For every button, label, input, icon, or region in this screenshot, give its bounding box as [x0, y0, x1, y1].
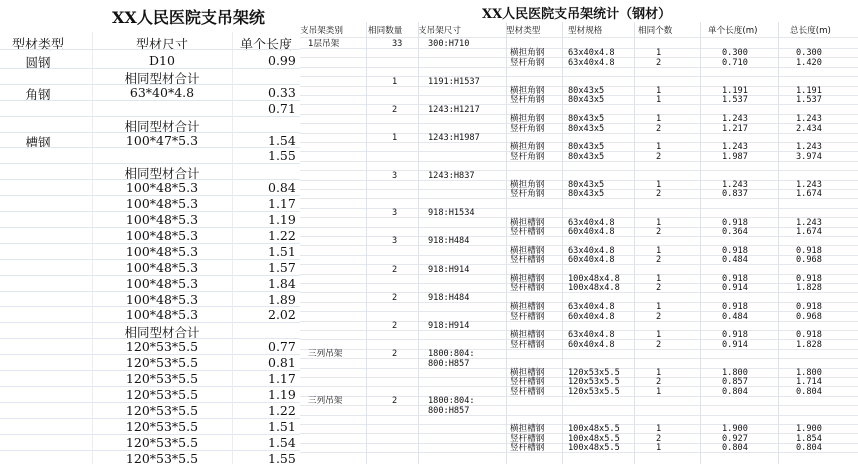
right-cell-spec: 100x48x4.8	[568, 283, 620, 294]
right-header-cell: 型材规格	[568, 26, 603, 36]
left-size-cell: 63*40*4.8	[129, 84, 195, 100]
right-cell-cat: 三列吊架	[308, 396, 343, 407]
right-cell-len: 1.243	[722, 180, 748, 190]
right-cell-mat: 横担角钢	[510, 114, 545, 125]
left-header-cell: 型材尺寸	[135, 38, 189, 53]
left-size-cell: 120*53*5.5	[125, 418, 199, 434]
right-cell-cat: 1层吊架	[308, 39, 340, 49]
right-cell-spec: 63x40x4.8	[568, 245, 615, 256]
left-length-cell: 0.71	[268, 100, 296, 116]
right-cell-len: 0.918	[722, 302, 748, 313]
right-cell-total: 1.537	[796, 95, 822, 106]
left-length-cell: 1.51	[268, 418, 296, 434]
right-cell-dim: 800:H857	[428, 358, 470, 369]
right-cell-total: 0.918	[796, 274, 822, 284]
right-cell-num: 1	[392, 76, 398, 87]
left-size-cell: 100*48*5.3	[125, 259, 199, 275]
right-cell-spec: 60x40x4.8	[568, 227, 615, 237]
right-cell-cnt: 1	[656, 217, 662, 228]
right-cell-total: 1.900	[796, 424, 822, 435]
right-cell-total: 0.968	[796, 255, 822, 266]
right-cell-spec: 100x48x4.8	[568, 274, 620, 284]
left-size-cell: 100*47*5.3	[125, 132, 199, 148]
right-cell-total: 0.300	[796, 48, 822, 59]
right-cell-spec: 63x40x4.8	[568, 48, 615, 59]
left-row-divider	[0, 147, 300, 148]
right-column-divider	[778, 22, 779, 464]
left-size-cell: 120*53*5.5	[125, 371, 199, 386]
right-cell-len: 1.800	[722, 368, 748, 378]
right-cell-total: 3.974	[796, 151, 822, 162]
left-row-divider	[0, 100, 300, 101]
right-cell-len: 0.710	[722, 57, 748, 68]
left-spreadsheet	[0, 0, 300, 464]
right-cell-cnt: 2	[656, 339, 662, 350]
left-size-cell: 相同型材合计	[124, 70, 200, 86]
right-cell-spec: 63x40x4.8	[568, 330, 615, 341]
right-cell-mat: 横担角钢	[510, 180, 545, 190]
right-row-divider	[300, 349, 858, 350]
right-cell-num: 2	[392, 264, 398, 275]
right-sheet-title: XX人民医院支吊架统计（钢材）	[482, 7, 672, 22]
right-spreadsheet	[300, 0, 858, 464]
right-header-cell: 支吊架类别	[300, 26, 343, 36]
right-cell-total: 1.674	[796, 189, 822, 200]
right-cell-cnt: 2	[656, 57, 662, 68]
right-cell-total: 1.191	[796, 86, 822, 96]
left-length-cell: 1.22	[268, 227, 296, 243]
right-cell-total: 1.854	[796, 433, 822, 444]
right-row-divider	[300, 452, 858, 453]
right-cell-cnt: 2	[656, 283, 662, 294]
right-cell-len: 0.837	[722, 189, 748, 200]
left-type-cell: 圆钢	[25, 55, 51, 70]
right-cell-len: 0.484	[722, 311, 748, 322]
right-cell-mat: 竖杆角钢	[510, 151, 545, 162]
right-row-divider	[300, 198, 858, 199]
right-cell-len: 0.857	[722, 377, 748, 388]
left-length-cell: 1.17	[268, 196, 296, 212]
right-row-divider	[300, 292, 858, 293]
right-row-divider	[300, 76, 858, 77]
right-cell-spec: 80x43x5	[568, 180, 605, 190]
right-cell-mat: 竖杆角钢	[510, 189, 545, 200]
left-length-cell: 1.51	[268, 243, 296, 259]
right-cell-total: 0.918	[796, 330, 822, 341]
right-cell-len: 0.918	[722, 245, 748, 256]
right-cell-spec: 63x40x4.8	[568, 217, 615, 228]
right-cell-num: 33	[392, 39, 403, 49]
left-length-cell: 1.55	[268, 148, 296, 164]
left-column-divider	[232, 32, 233, 464]
right-cell-mat: 横担角钢	[510, 142, 545, 153]
right-cell-cnt: 1	[656, 368, 662, 378]
left-length-cell: 1.22	[268, 402, 296, 418]
left-size-cell: D10	[149, 53, 175, 68]
right-cell-num: 2	[392, 292, 398, 303]
right-cell-spec: 80x43x5	[568, 114, 605, 125]
right-cell-len: 0.918	[722, 330, 748, 341]
right-cell-mat: 横担槽钢	[510, 424, 545, 435]
right-row-divider	[300, 415, 858, 416]
right-cell-spec: 60x40x4.8	[568, 255, 615, 266]
right-cell-len: 0.364	[722, 227, 748, 237]
right-cell-num: 1	[392, 133, 398, 143]
right-cell-spec: 120x53x5.5	[568, 386, 620, 397]
right-row-divider	[300, 358, 858, 359]
right-header-cell: 单个长度(m)	[708, 26, 758, 36]
right-row-divider	[300, 133, 858, 134]
right-cell-spec: 80x43x5	[568, 142, 605, 153]
left-size-cell: 120*53*5.5	[125, 402, 199, 418]
right-cell-spec: 60x40x4.8	[568, 311, 615, 322]
right-cell-spec: 80x43x5	[568, 189, 605, 200]
right-cell-total: 1.420	[796, 57, 822, 68]
left-size-cell: 100*48*5.3	[125, 243, 199, 259]
right-cell-total: 1.243	[796, 180, 822, 190]
right-cell-cnt: 1	[656, 95, 662, 106]
left-size-cell: 120*53*5.5	[125, 386, 199, 402]
right-cell-len: 0.300	[722, 48, 748, 59]
right-cell-mat: 竖杆槽钢	[510, 311, 545, 322]
right-cell-cnt: 1	[656, 330, 662, 341]
right-row-divider	[300, 236, 858, 237]
right-cell-mat: 横担槽钢	[510, 245, 545, 256]
right-column-divider	[700, 22, 701, 464]
right-cell-len: 0.927	[722, 433, 748, 444]
right-cell-total: 1.800	[796, 368, 822, 378]
left-length-cell: 1.55	[268, 450, 296, 464]
left-length-cell: 1.84	[268, 275, 296, 291]
right-cell-dim: 1191:H1537	[428, 76, 480, 87]
right-cell-total: 0.804	[796, 386, 822, 397]
right-header-cell: 总长度(m)	[790, 26, 831, 36]
right-cell-total: 1.243	[796, 142, 822, 153]
left-length-cell: 1.54	[268, 132, 296, 148]
right-header-cell: 相同数量	[368, 26, 403, 36]
right-cell-cnt: 2	[656, 123, 662, 134]
left-length-cell: 1.89	[268, 291, 296, 307]
right-cell-spec: 120x53x5.5	[568, 368, 620, 378]
right-cell-cnt: 2	[656, 377, 662, 388]
right-cell-mat: 横担角钢	[510, 48, 545, 59]
right-row-divider	[300, 396, 858, 397]
right-cell-mat: 竖杆槽钢	[510, 443, 545, 454]
left-header-cell: 单个长度	[239, 38, 293, 53]
left-length-cell: 1.17	[268, 371, 296, 386]
right-cell-num: 3	[392, 208, 398, 219]
right-cell-dim: 918:H484	[428, 292, 470, 303]
left-type-cell: 槽钢	[25, 134, 51, 150]
right-cell-num: 2	[392, 321, 398, 331]
right-cell-spec: 80x43x5	[568, 123, 605, 134]
right-cell-len: 1.987	[722, 151, 748, 162]
right-cell-dim: 1800:804:	[428, 396, 475, 407]
right-cell-cnt: 1	[656, 443, 662, 454]
right-cell-mat: 竖杆槽钢	[510, 255, 545, 266]
right-cell-cnt: 1	[656, 48, 662, 59]
left-size-cell: 相同型材合计	[124, 166, 200, 182]
right-cell-cnt: 2	[656, 189, 662, 200]
right-cell-len: 1.243	[722, 142, 748, 153]
right-cell-total: 1.243	[796, 114, 822, 125]
right-cell-mat: 竖杆角钢	[510, 95, 545, 106]
right-cell-len: 0.914	[722, 283, 748, 294]
right-cell-dim: 1800:804:	[428, 349, 475, 360]
right-cell-total: 2.434	[796, 123, 822, 134]
right-cell-len: 1.900	[722, 424, 748, 435]
right-cell-cat: 三列吊架	[308, 349, 343, 360]
right-cell-mat: 竖杆槽钢	[510, 377, 545, 388]
left-length-cell: 0.84	[268, 180, 296, 196]
right-cell-spec: 60x40x4.8	[568, 339, 615, 350]
right-cell-dim: 918:H1534	[428, 208, 475, 219]
right-cell-cnt: 2	[656, 433, 662, 444]
right-row-divider	[300, 264, 858, 265]
left-type-cell: 角钢	[25, 86, 51, 102]
left-length-cell: 0.33	[268, 84, 296, 100]
left-column-divider	[92, 32, 93, 464]
left-length-cell: 0.77	[268, 339, 296, 355]
right-cell-total: 1.674	[796, 227, 822, 237]
right-cell-spec: 63x40x4.8	[568, 302, 615, 313]
right-cell-cnt: 1	[656, 142, 662, 153]
left-length-cell: 1.57	[268, 259, 296, 275]
left-sheet-title: XX人民医院支吊架统	[112, 8, 265, 27]
right-cell-mat: 横担槽钢	[510, 368, 545, 378]
right-cell-total: 0.918	[796, 245, 822, 256]
right-cell-cnt: 2	[656, 255, 662, 266]
right-cell-cnt: 1	[656, 114, 662, 125]
right-cell-cnt: 1	[656, 274, 662, 284]
right-cell-cnt: 2	[656, 151, 662, 162]
right-cell-total: 1.243	[796, 217, 822, 228]
left-size-cell: 120*53*5.5	[125, 355, 199, 371]
right-cell-spec: 100x48x5.5	[568, 433, 620, 444]
right-cell-mat: 横担槽钢	[510, 330, 545, 341]
right-cell-dim: 1243:H1987	[428, 133, 480, 143]
left-row-divider	[0, 49, 300, 50]
right-cell-len: 0.914	[722, 339, 748, 350]
right-cell-mat: 横担槽钢	[510, 217, 545, 228]
right-cell-cnt: 1	[656, 86, 662, 96]
right-header-cell: 相同个数	[638, 26, 673, 36]
right-cell-len: 0.918	[722, 274, 748, 284]
left-size-cell: 相同型材合计	[124, 325, 200, 341]
right-cell-num: 2	[392, 396, 398, 407]
right-cell-cnt: 1	[656, 386, 662, 397]
right-cell-len: 1.191	[722, 86, 748, 96]
right-cell-len: 0.484	[722, 255, 748, 266]
right-column-divider	[562, 22, 563, 464]
left-size-cell: 120*53*5.5	[125, 434, 199, 450]
right-cell-len: 0.804	[722, 443, 748, 454]
right-cell-total: 1.828	[796, 283, 822, 294]
left-length-cell: 1.19	[268, 386, 296, 402]
right-header-cell: 支吊架尺寸	[418, 26, 461, 36]
right-row-divider	[300, 37, 858, 38]
right-cell-total: 0.804	[796, 443, 822, 454]
right-cell-total: 1.828	[796, 339, 822, 350]
left-size-cell: 100*48*5.3	[125, 291, 199, 307]
right-row-divider	[300, 321, 858, 322]
right-row-divider	[300, 161, 858, 162]
right-cell-cnt: 2	[656, 311, 662, 322]
right-cell-mat: 横担槽钢	[510, 274, 545, 284]
right-cell-spec: 120x53x5.5	[568, 377, 620, 388]
right-column-divider	[634, 22, 635, 464]
left-size-cell: 100*48*5.3	[125, 275, 199, 291]
left-size-cell: 100*48*5.3	[125, 227, 199, 243]
left-length-cell: 1.54	[268, 434, 296, 450]
right-cell-dim: 800:H857	[428, 405, 470, 416]
right-cell-cnt: 1	[656, 245, 662, 256]
right-cell-total: 1.714	[796, 377, 822, 388]
right-cell-dim: 918:H484	[428, 236, 470, 247]
left-size-cell: 100*48*5.3	[125, 212, 199, 227]
right-cell-mat: 横担角钢	[510, 86, 545, 96]
right-cell-spec: 80x43x5	[568, 151, 605, 162]
left-size-cell: 100*48*5.3	[125, 307, 199, 323]
right-cell-mat: 竖杆槽钢	[510, 283, 545, 294]
left-size-cell: 120*53*5.5	[125, 339, 199, 355]
right-cell-cnt: 1	[656, 180, 662, 190]
right-cell-spec: 100x48x5.5	[568, 424, 620, 435]
right-column-divider	[506, 22, 507, 464]
right-column-divider	[366, 22, 367, 464]
right-cell-dim: 300:H710	[428, 39, 470, 49]
right-cell-spec: 63x40x4.8	[568, 57, 615, 68]
right-row-divider	[300, 104, 858, 105]
right-cell-spec: 100x48x5.5	[568, 443, 620, 454]
right-cell-num: 3	[392, 170, 398, 181]
right-cell-cnt: 1	[656, 302, 662, 313]
right-cell-num: 2	[392, 104, 398, 115]
right-cell-mat: 竖杆槽钢	[510, 433, 545, 444]
right-cell-num: 2	[392, 349, 398, 360]
right-cell-dim: 918:H914	[428, 264, 470, 275]
right-cell-total: 0.918	[796, 302, 822, 313]
right-row-divider	[300, 405, 858, 406]
right-cell-len: 0.918	[722, 217, 748, 228]
left-length-cell: 0.81	[268, 355, 296, 371]
right-cell-mat: 横担槽钢	[510, 302, 545, 313]
right-row-divider	[300, 208, 858, 209]
left-length-cell: 1.19	[268, 212, 296, 227]
right-row-divider	[300, 170, 858, 171]
right-cell-mat: 竖杆角钢	[510, 123, 545, 134]
left-length-cell: 2.02	[268, 307, 296, 323]
right-column-divider	[418, 22, 419, 464]
left-size-cell: 100*48*5.3	[125, 196, 199, 212]
right-header-cell: 型材类型	[506, 26, 541, 36]
right-cell-mat: 竖杆角钢	[510, 57, 545, 68]
right-cell-mat: 竖杆槽钢	[510, 386, 545, 397]
left-size-cell: 100*48*5.3	[125, 180, 199, 196]
right-cell-dim: 1243:H1217	[428, 104, 480, 115]
left-header-cell: 型材类型	[11, 38, 65, 53]
right-cell-mat: 竖杆槽钢	[510, 339, 545, 350]
right-cell-len: 1.243	[722, 114, 748, 125]
right-cell-mat: 竖杆槽钢	[510, 227, 545, 237]
left-size-cell: 相同型材合计	[124, 118, 200, 134]
right-cell-cnt: 2	[656, 227, 662, 237]
right-cell-spec: 80x43x5	[568, 86, 605, 96]
right-cell-spec: 80x43x5	[568, 95, 605, 106]
right-cell-dim: 1243:H837	[428, 170, 475, 181]
right-cell-len: 0.804	[722, 386, 748, 397]
right-cell-len: 1.537	[722, 95, 748, 106]
left-size-cell: 120*53*5.5	[125, 450, 199, 464]
right-cell-total: 0.968	[796, 311, 822, 322]
right-cell-len: 1.217	[722, 123, 748, 134]
left-length-cell: 0.99	[268, 53, 296, 68]
right-cell-num: 3	[392, 236, 398, 247]
right-cell-dim: 918:H914	[428, 321, 470, 331]
right-cell-cnt: 1	[656, 424, 662, 435]
right-row-divider	[300, 67, 858, 68]
